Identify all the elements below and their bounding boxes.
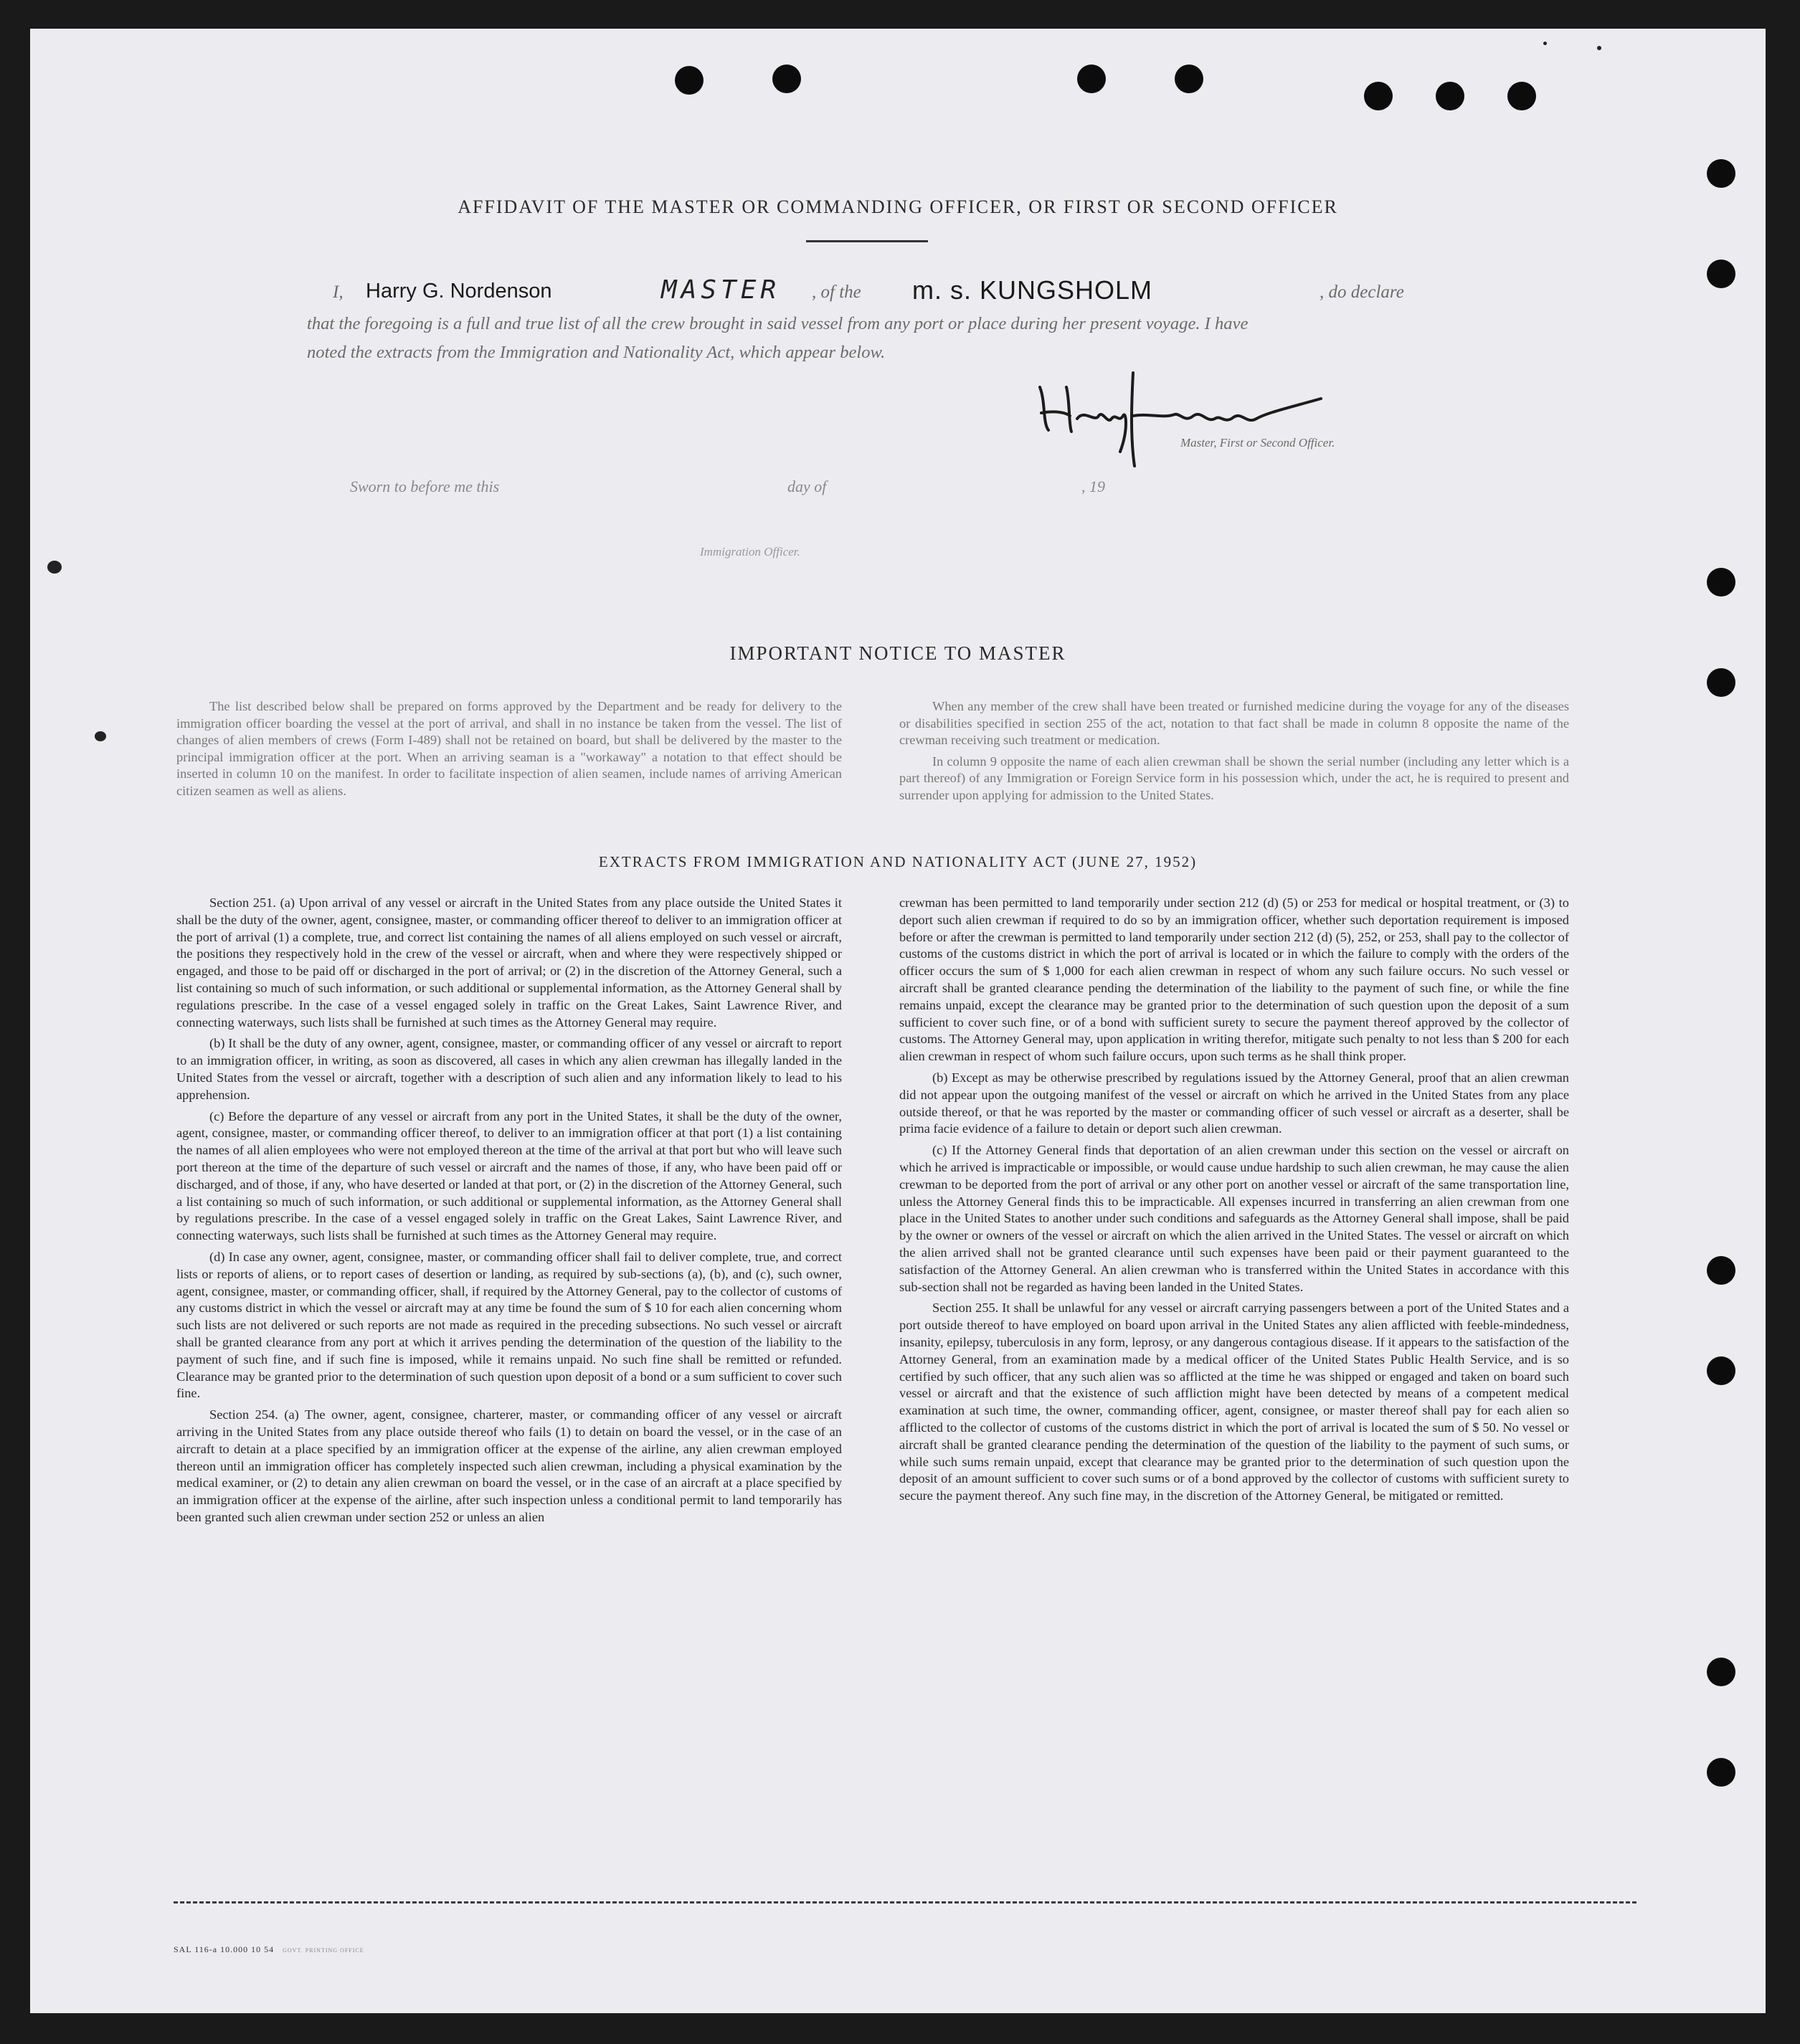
ink-speck: [1597, 46, 1601, 50]
do-declare-label: , do declare: [1320, 282, 1404, 302]
extract-paragraph: crewman has been permitted to land temporarily under section 212 (d) (5) or 253 for medical or hospital treatment, or (3) to deport such alien crewman if required to do so by an immigration officer, whether such deportation requirement is imposed before or after the crewman is permitted to land temporarily under section 212 (d) (5), 252, or 253, shall pay to the collector of customs of the customs district in which the port of arrival is located or in which the failure to comply with the orders of the officer occurs the sum of $ 1,000 for each alien crewman in respect of whom any such failure occurs. No such vessel or aircraft shall be granted clearance pending the determination of the liability to the payment of such fine, or while the fine remains unpaid, except the clearance may be granted prior to the determination of such question upon the deposit of a sum sufficient to cover such fine, or of a bond with sufficient surety to secure the payment thereof approved by the collector of customs. The Attorney General may, upon application in writing therefor, mitigate such penalty to not less than $ 200 for each alien crewman in respect of whom such failure occurs, upon such terms as he shall think proper.: [899, 895, 1569, 1064]
rank-handwritten[interactable]: MASTER: [661, 275, 781, 305]
of-the-label: , of the: [812, 282, 861, 302]
notice-title: IMPORTANT NOTICE TO MASTER: [729, 642, 1066, 664]
day-of-label: day of: [787, 477, 827, 495]
document-page: [30, 29, 1766, 2013]
form-footer: [174, 1944, 364, 1955]
extract-paragraph: (b) Except as may be otherwise prescribed by regulations issued by the Attorney General, proof that an alien crewman did not appear upon the outgoing manifest of the vessel or aircraft on which he arrived in the United States from any place outside thereof, or that he was reported by the master or commanding officer of such vessel or aircraft as a deserter, shall be prima facie evidence of a failure to detain or deport such alien crewman.: [899, 1070, 1569, 1136]
extract-paragraph: (b) It shall be the duty of any owner, agent, consignee, master, or commanding officer of any vessel or aircraft to report to an immigration officer, in writing, as soon as discovered, all cases in which any alien crewman has illegally landed in the United States from the vessel or aircraft, together with a description of such alien and any information likely to lead to his apprehension.: [176, 1036, 842, 1102]
notice-right-paragraph-2: In column 9 opposite the name of each alien crewman shall be shown the serial number (including any letter which is a part thereof) of any Immigration or Foreign Service form in his possession which, under the act, he is required to present and surrender upon applying for admission to the United States.: [899, 754, 1569, 802]
extract-paragraph: Section 255. It shall be unlawful for any vessel or aircraft carrying passengers between a port of the United States and a port outside thereof to have employed on board upon arrival in the United States any alien afflicted with feeble-mindedness, insanity, epilepsy, tuberculosis in any form, leprosy, or any dangerous contagious disease. If it appears to the satisfaction of the Attorney General, from an examination made by a medical officer of the United States Public Health Service, and is so certified by such officer, that any such alien was so afflicted at the time he was shipped or engaged and taken on board such vessel or aircraft and that the existence of such affliction might have been detected by means of a competent medical examination at such time, the owner, commanding officer, agent, consignee, or master thereof shall pay for each alien so afflicted to the collector of customs of the customs district in which the port of arrival is located the sum of $ 50. No vessel or aircraft shall be granted clearance pending the determination of the question of the liability to the payment of such sums, or while such sums remain unpaid, except that clearance may be granted prior to the determination of such question upon the deposit of an amount sufficient to cover such sums or of a bond approved by the collector of customs with sufficient surety to secure the payment thereof. Any such fine may, in the discretion of the Attorney General, be mitigated or remitted.: [899, 1301, 1569, 1503]
i-prefix: I,: [333, 282, 344, 302]
sworn-label: Sworn to before me this: [350, 477, 500, 495]
punch-hole: [1077, 65, 1106, 93]
notice-right-paragraph-1: When any member of the crew shall have been treated or furnished medicine during the voyage for any of the diseases or disabilities specified in section 255 of the act, notation to that fact shall be made in column 8 opposite the name of the crewman receiving such treatment or medication.: [899, 699, 1569, 748]
extracts-title: EXTRACTS FROM IMMIGRATION AND NATIONALITY ACT (JUNE 27, 1952): [598, 853, 1198, 870]
extract-paragraph: (d) In case any owner, agent, consignee, master, or commanding officer shall fail to deliver complete, true, and correct lists or reports of aliens, or to report cases of desertion or landing, as required by sub-sections (a), (b), and (c), such owner, agent, consignee, master, or commanding officer, shall, if required by the Attorney General, pay to the collector of customs of any customs district in which the vessel or aircraft may at any time be found the sum of $ 10 for each alien concerning whom such lists are not delivered or such reports are not made as required in the preceding subsections. No such vessel or aircraft shall be granted clearance from any port at which it arrives pending the determination of the question of the liability to the payment of such fine, and if such fine is imposed, while it remains unpaid. No such fine shall be remitted or refunded. Clearance may be granted prior to the determination of such question upon deposit of a bond or a sum sufficient to cover such fine.: [176, 1249, 842, 1401]
punch-hole: [1707, 260, 1735, 288]
punch-hole: [675, 66, 704, 95]
punch-hole: [1507, 82, 1536, 110]
punch-hole: [1707, 1758, 1735, 1787]
ink-speck: [95, 731, 106, 741]
punch-hole: [1707, 159, 1735, 188]
punch-hole: [1707, 1256, 1735, 1285]
affidavit-title: AFFIDAVIT OF THE MASTER OR COMMANDING OFFICER, OR FIRST OR SECOND OFFICER: [458, 196, 1338, 217]
ink-speck: [1543, 42, 1547, 45]
notice-left-column: [176, 698, 842, 804]
signature-caption: Master, First or Second Officer.: [1180, 436, 1335, 450]
punch-hole: [772, 65, 801, 93]
ink-speck: [47, 561, 62, 574]
punch-hole: [1436, 82, 1464, 110]
master-signature: [1027, 344, 1335, 473]
extract-paragraph: (c) Before the departure of any vessel or aircraft from any port in the United States, it shall be the duty of the owner, agent, consignee, master, or commanding officer thereof, to deliver to an immigration officer at that port (1) a list containing the names of all alien employees who were not employed thereon at the time of the arrival at that port but who will leave such port thereon at the time of the departure of such vessel or aircraft and the names of those, if any, who have been paid off or discharged, and of those, if any, who have deserted or landed at that port, or (2) in the discretion of the Attorney General, such a list containing so much of such information, or such additional or supplemental information, as the Attorney General shall by regulations prescribe. In the case of a vessel engaged solely in traffic on the Great Lakes, Saint Lawrence River, and connecting waterways, such lists shall be furnished at such times as the Attorney General may require.: [176, 1108, 842, 1243]
punch-hole: [1175, 65, 1203, 93]
notice-left-paragraph: The list described below shall be prepared on forms approved by the Department and be ready for delivery to the immigration officer boarding the vessel at the port of arrival, and shall in no instance be taken from the vessel. The list of changes of alien members of crews (Form I-489) shall not be retained on board, but shall be delivered by the master to the principal immigration officer at the port. When an arriving seaman is a "workaway" a notation to that effect should be inserted in column 10 on the manifest. In order to facilitate inspection of alien seamen, include names of arriving American citizen seamen as well as aliens.: [176, 699, 842, 798]
immigration-officer-caption: Immigration Officer.: [700, 545, 800, 558]
punch-hole: [1707, 1356, 1735, 1385]
extracts-right-column: [899, 895, 1569, 1509]
statement-line-1: that the foregoing is a full and true list of all the crew brought in said vessel from any port or place during her present voyage. I have: [307, 314, 1249, 333]
extract-paragraph: (c) If the Attorney General finds that deportation of an alien crewman under this section on the vessel or aircraft on which he arrived is impracticable or impossible, or would cause undue hardship to such alien crewman, he may cause the alien crewman to be deported from the port of arrival or any other port on another vessel or aircraft of the same transportation line, unless the Attorney General finds this to be impracticable. All expenses incurred in transferring an alien crewman from one place in the United States to another under such conditions and safeguards as the Attorney General shall impose, shall be paid by the owner or owners of the vessel or aircraft on which the alien arrived in the United States. The vessel or aircraft on which the alien arrived shall not be granted clearance until such expenses have been paid or their payment guaranteed to the satisfaction of the Attorney General. An alien crewman who is transferred within the United States in accordance with this sub-section shall not be regarded as having been landed in the United States.: [899, 1143, 1569, 1294]
perforation-line: [174, 1901, 1636, 1903]
vessel-name[interactable]: m. s. KUNGSHOLM: [912, 275, 1153, 305]
punch-hole: [1707, 668, 1735, 697]
extract-paragraph: Section 254. (a) The owner, agent, consignee, charterer, master, or commanding officer of any vessel or aircraft arriving in the United States from any place outside thereof who fails (1) to detain on board the vessel, or in the case of an aircraft to detain at a place specified by an immigration officer at the expense of the airline, any alien crewman employed thereon until an immigration officer has completely inspected such alien crewman, including a physical examination by the medical examiner, or (2) to detain any alien crewman on board the vessel, or in the case of an aircraft at a place specified by an immigration officer at the expense of the airline, after such inspection unless a conditional permit to land temporarily has been granted such alien crewman under section 252 or unless an alien: [176, 1407, 842, 1524]
punch-hole: [1707, 568, 1735, 596]
form-number: SAL 116-a 10.000 10 54: [174, 1944, 275, 1954]
punch-hole: [1707, 1658, 1735, 1686]
year-label: , 19: [1081, 477, 1105, 495]
extracts-left-column: [176, 895, 842, 1531]
statement-line-2: noted the extracts from the Immigration and Nationality Act, which appear below.: [307, 343, 886, 362]
officer-name[interactable]: Harry G. Nordenson: [366, 280, 552, 303]
punch-hole: [1364, 82, 1393, 110]
title-underline: [806, 240, 928, 242]
notice-right-column: [899, 698, 1569, 809]
extract-paragraph: Section 251. (a) Upon arrival of any vessel or aircraft in the United States from any place outside the United States it shall be the duty of the owner, agent, consignee, master, or commanding officer thereof to deliver to an immigration officer at the port of arrival (1) a complete, true, and correct list containing the names of all aliens employed on such vessel or aircraft, the positions they respectively hold in the crew of the vessel or aircraft, when and where they were respectively shipped or engaged, and those to be paid off or discharged in the port of arrival; or (2) in the discretion of the Attorney General, such a list containing so much of such information, or such additional or supplemental information, as the Attorney General shall by regulations prescribe. In the case of a vessel engaged solely in traffic on the Great Lakes, Saint Lawrence River, and connecting waterways, such lists shall be furnished at such times as the Attorney General may require.: [176, 895, 842, 1030]
printer-mark: GOVT. PRINTING OFFICE: [283, 1947, 364, 1954]
